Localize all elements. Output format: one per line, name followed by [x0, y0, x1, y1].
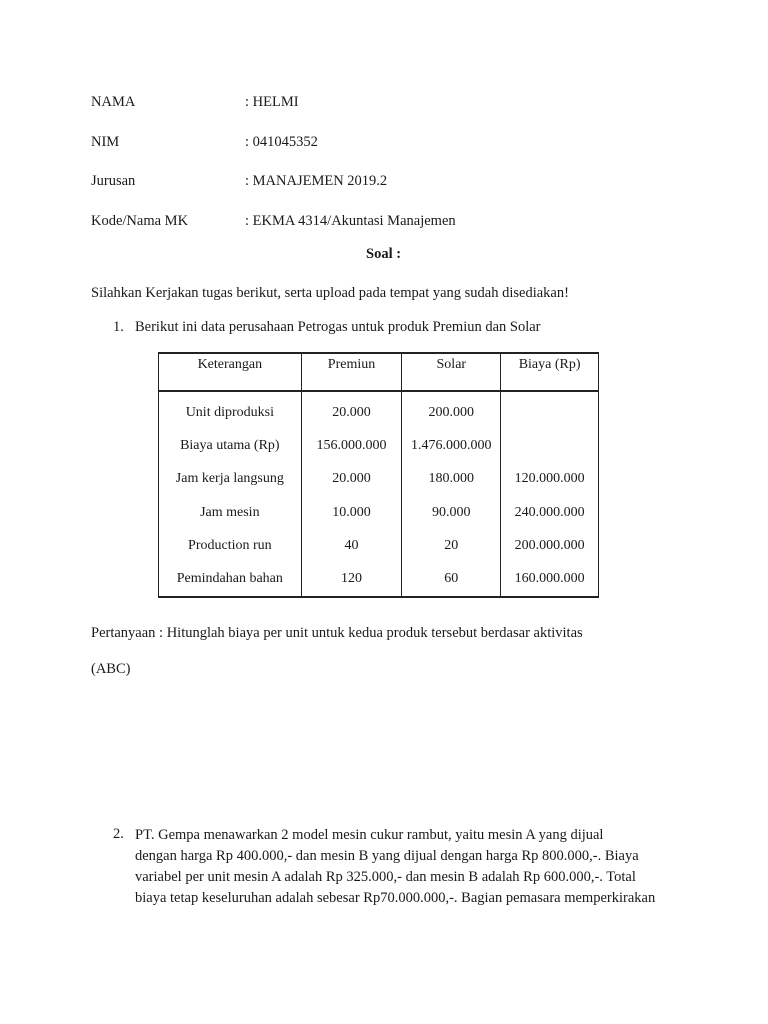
table-header-cell: Premiun [301, 353, 402, 391]
question-1-prompt: Pertanyaan : Hitunglah biaya per unit untuk kedua produk tersebut berdasar aktivitas [91, 625, 583, 641]
question-2-text [135, 825, 695, 909]
question-2-line: biaya tetap keseluruhan adalah sebesar Rp70.000.000,-. Bagian pemasara memperkirakan [135, 890, 656, 906]
table-cell: 120 [301, 562, 402, 596]
table-row [159, 463, 599, 496]
table-cell: Jam kerja langsung [159, 463, 302, 496]
info-kode-mk-label: Kode/Nama MK [91, 213, 189, 229]
data-table [158, 352, 599, 598]
table-cell: 1.476.000.000 [402, 429, 501, 462]
table-cell [501, 391, 599, 429]
info-nama-value: : HELMI [245, 94, 299, 110]
table-cell: 40 [301, 529, 402, 562]
table-cell: 60 [402, 562, 501, 596]
table-row [159, 529, 599, 562]
table-row [159, 429, 599, 462]
info-nim-label: NIM [91, 134, 120, 150]
question-2-line: dengan harga Rp 400.000,- dan mesin B yang dijual dengan harga Rp 800.000,-. Biaya [135, 848, 639, 864]
info-jurusan-value: : MANAJEMEN 2019.2 [245, 173, 388, 189]
table-cell: 20 [402, 529, 501, 562]
table-cell: 90.000 [402, 496, 501, 529]
table-header-row [159, 353, 599, 391]
question-2-line: variabel per unit mesin A adalah Rp 325.000,- dan mesin B adalah Rp 600.000,-. Total [135, 869, 636, 885]
table-cell: 200.000 [402, 391, 501, 429]
table-cell: 20.000 [301, 463, 402, 496]
table-cell [501, 429, 599, 462]
table-header-cell: Biaya (Rp) [501, 353, 599, 391]
table-cell: 240.000.000 [501, 496, 599, 529]
info-nim-value: : 041045352 [245, 134, 318, 150]
table-cell: 20.000 [301, 391, 402, 429]
table-row [159, 496, 599, 529]
question-1-prompt-cont: (ABC) [91, 661, 131, 677]
info-jurusan-label: Jurusan [91, 173, 136, 189]
info-nama-label: NAMA [91, 94, 136, 110]
question-1-text: Berikut ini data perusahaan Petrogas untuk produk Premiun dan Solar [135, 319, 541, 335]
table-header-cell: Solar [402, 353, 501, 391]
table-cell: Unit diproduksi [159, 391, 302, 429]
soal-heading: Soal : [366, 246, 402, 262]
table-header-cell: Keterangan [159, 353, 302, 391]
table-cell: Jam mesin [159, 496, 302, 529]
table-row [159, 562, 599, 596]
table-cell: Production run [159, 529, 302, 562]
question-2-number: 2. [113, 826, 124, 842]
table-cell: 156.000.000 [301, 429, 402, 462]
table-cell: Biaya utama (Rp) [159, 429, 302, 462]
info-kode-mk-value: : EKMA 4314/Akuntasi Manajemen [245, 213, 456, 229]
table-cell: 120.000.000 [501, 463, 599, 496]
table-cell: 180.000 [402, 463, 501, 496]
question-2-line: PT. Gempa menawarkan 2 model mesin cukur rambut, yaitu mesin A yang dijual [135, 827, 604, 843]
instruction-text: Silahkan Kerjakan tugas berikut, serta upload pada tempat yang sudah disediakan! [91, 285, 569, 301]
table-cell: 10.000 [301, 496, 402, 529]
table-cell: 160.000.000 [501, 562, 599, 596]
table-cell: 200.000.000 [501, 529, 599, 562]
question-1-number: 1. [113, 319, 124, 335]
table-cell: Pemindahan bahan [159, 562, 302, 596]
table-row [159, 391, 599, 429]
